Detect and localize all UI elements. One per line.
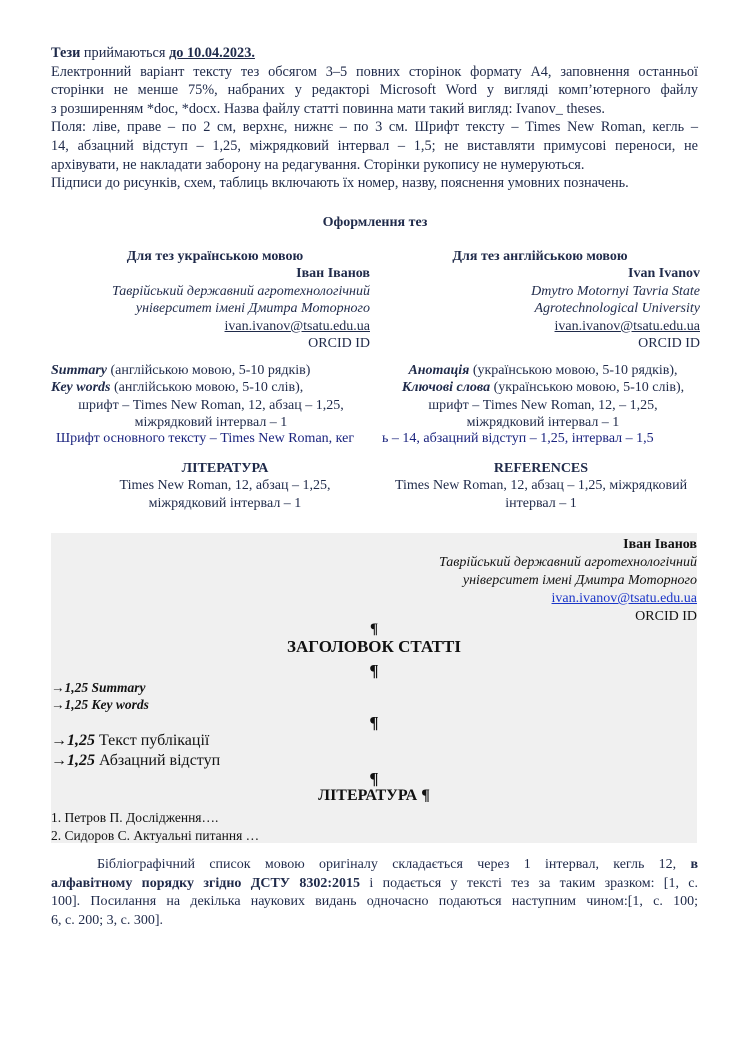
sample-summary-line: →1,25 Summary <box>51 680 146 695</box>
literature-line: Times New Roman, 12, абзац – 1,25, <box>119 478 331 494</box>
sample-article-title: ЗАГОЛОВОК СТАТТІ <box>287 637 461 656</box>
text-publication: Текст публікації <box>95 732 210 749</box>
font-line: шрифт – Times New Roman, 12, абзац – 1,25, <box>78 397 344 413</box>
biblio-text: 6, с. 200; 3, с. 300]. <box>51 912 163 928</box>
biblio-bold: алфавітному порядку згідно ДСТУ 8302:2015 <box>51 875 361 891</box>
sample-literature-heading: ЛІТЕРАТУРА ¶ <box>318 787 430 804</box>
keywords-label: Key words <box>51 380 111 396</box>
ua-orcid: ORCID ID <box>308 336 370 352</box>
intro-section <box>51 44 698 193</box>
sample-reference-list <box>51 809 259 844</box>
intro-line: сторінки не менше 75%, набраних у редакторі Microsoft Word у вигляді комп’ютерного файлу <box>51 82 698 99</box>
sample-author-block <box>439 536 697 626</box>
format-title: Оформлення тез <box>322 215 428 230</box>
en-author-name: Ivan Ivanov <box>628 266 700 282</box>
intro-line: архівувати, не накладати заборону на редагування. Сторінки рукопису не нумеруються. <box>51 156 585 173</box>
pilcrow-mark: ¶ <box>369 713 379 732</box>
sample-text-line <box>51 731 209 751</box>
keywords-ua-label: Ключові слова <box>401 380 491 396</box>
pilcrow-mark: ¶ <box>369 621 379 637</box>
biblio-text: і подається у тексті тез за таким зразком: [1, с. <box>360 875 698 891</box>
summary-text: (англійською мовою, 5-10 рядків) <box>107 363 311 378</box>
literature-heading: ЛІТЕРАТУРА <box>181 461 269 476</box>
annotation-text: (українською мовою, 5-10 рядків), <box>469 363 678 378</box>
en-affiliation: Dmytro Motornyi Tavria State <box>531 283 700 299</box>
interval-line: міжрядковий інтервал – 1 <box>134 415 288 431</box>
biblio-text: 100]. Посилання на декілька наукових видань одночасно подаються наступним чином:[1, с. 100; <box>51 894 698 910</box>
deadline-label: Тези <box>51 45 81 61</box>
ua-email-link[interactable]: ivan.ivanov@tsatu.edu.ua <box>224 318 370 334</box>
literature-ua-block <box>85 460 365 512</box>
text-indent: Абзацний відступ <box>95 752 221 769</box>
biblio-bold: в <box>676 857 699 872</box>
font-line: шрифт – Times New Roman, 12, – 1,25, <box>428 397 658 413</box>
indent-marker: →1,25 <box>51 752 95 769</box>
en-email-link[interactable]: ivan.ivanov@tsatu.edu.ua <box>554 318 700 334</box>
pilcrow-mark: ¶ <box>369 769 379 788</box>
reference-item: 1. Петров П. Дослідження…. <box>51 810 219 825</box>
ua-header: Для тез українською мовою <box>126 249 304 264</box>
en-header: Для тез англійською мовою <box>452 249 628 264</box>
annotation-label: Анотація <box>408 363 470 378</box>
intro-line: Підписи до рисунків, схем, таблиць включають їх номер, назву, пояснення умовних позначень. <box>51 175 629 192</box>
sample-email-link[interactable]: ivan.ivanov@tsatu.edu.ua <box>551 591 697 606</box>
references-line: Times New Roman, 12, абзац – 1,25, міжрядковий <box>394 478 688 494</box>
main-font-right: ь – 14, абзацний відступ – 1,25, інтервал – 1,5 <box>382 431 654 446</box>
biblio-text: Бібліографічний список мовою оригіналу складається через 1 інтервал, кегль 12, <box>97 857 677 872</box>
main-font-left: Шрифт основного тексту – Times New Roman, кег <box>56 431 355 446</box>
intro-line: з розширенням *doc, *docх. Назва файлу статті повинна мати такий вигляд: Ivanov_ theses. <box>51 100 605 117</box>
keywords-text: (англійською мовою, 5-10 слів), <box>110 380 304 396</box>
pilcrow-mark: ¶ <box>369 661 379 680</box>
intro-line: 14, абзацний відступ – 1,25, міжрядковий інтервал – 1,5; не виставляти примусові переноси, не <box>51 137 698 154</box>
reference-item: 2. Сидоров С. Актуальні питання … <box>51 827 260 843</box>
sample-orcid: ORCID ID <box>635 609 697 624</box>
references-line: інтервал – 1 <box>505 495 577 511</box>
ua-affiliation: університет імені Дмитра Моторного <box>135 301 370 317</box>
keywords-ua-text: (українською мовою, 5-10 слів), <box>490 380 685 396</box>
ua-affiliation: Таврійський державний агротехнологічний <box>111 283 370 299</box>
intro-line: Електронний варіант тексту тез обсягом 3–5 повних сторінок формату А4, заповнення останньої <box>51 63 698 80</box>
ua-author-name: Іван Іванов <box>296 266 370 282</box>
literature-line: міжрядковий інтервал – 1 <box>148 495 302 511</box>
ua-author-block <box>60 248 370 352</box>
ua-notes <box>51 362 371 432</box>
en-affiliation: Agrotechnological University <box>534 301 700 317</box>
bibliography-note <box>51 856 698 930</box>
sample-layout-box <box>51 533 697 843</box>
references-en-block <box>380 460 702 512</box>
sample-indent-line <box>51 751 220 771</box>
sample-author-name: Іван Іванов <box>623 537 697 552</box>
summary-label: Summary <box>51 363 108 378</box>
intro-line: Поля: ліве, праве – по 2 см, верхнє, нижнє – по 3 см. Шрифт тексту – Times New Roman, кегль – <box>51 119 698 136</box>
sample-affiliation: університет імені Дмитра Моторного <box>462 573 697 588</box>
deadline-date: до 10.04.2023. <box>169 45 255 61</box>
indent-marker: →1,25 <box>51 732 95 749</box>
en-author-block <box>380 248 700 352</box>
en-notes <box>378 362 708 432</box>
deadline-text: приймаються <box>80 45 170 61</box>
deadline-line <box>51 44 698 63</box>
en-orcid: ORCID ID <box>638 336 700 352</box>
references-heading: REFERENCES <box>493 461 589 476</box>
interval-line: міжрядковий інтервал – 1 <box>466 415 620 431</box>
sample-affiliation: Таврійський державний агротехнологічний <box>438 555 697 570</box>
sample-keywords-line: →1,25 Key words <box>51 697 149 712</box>
